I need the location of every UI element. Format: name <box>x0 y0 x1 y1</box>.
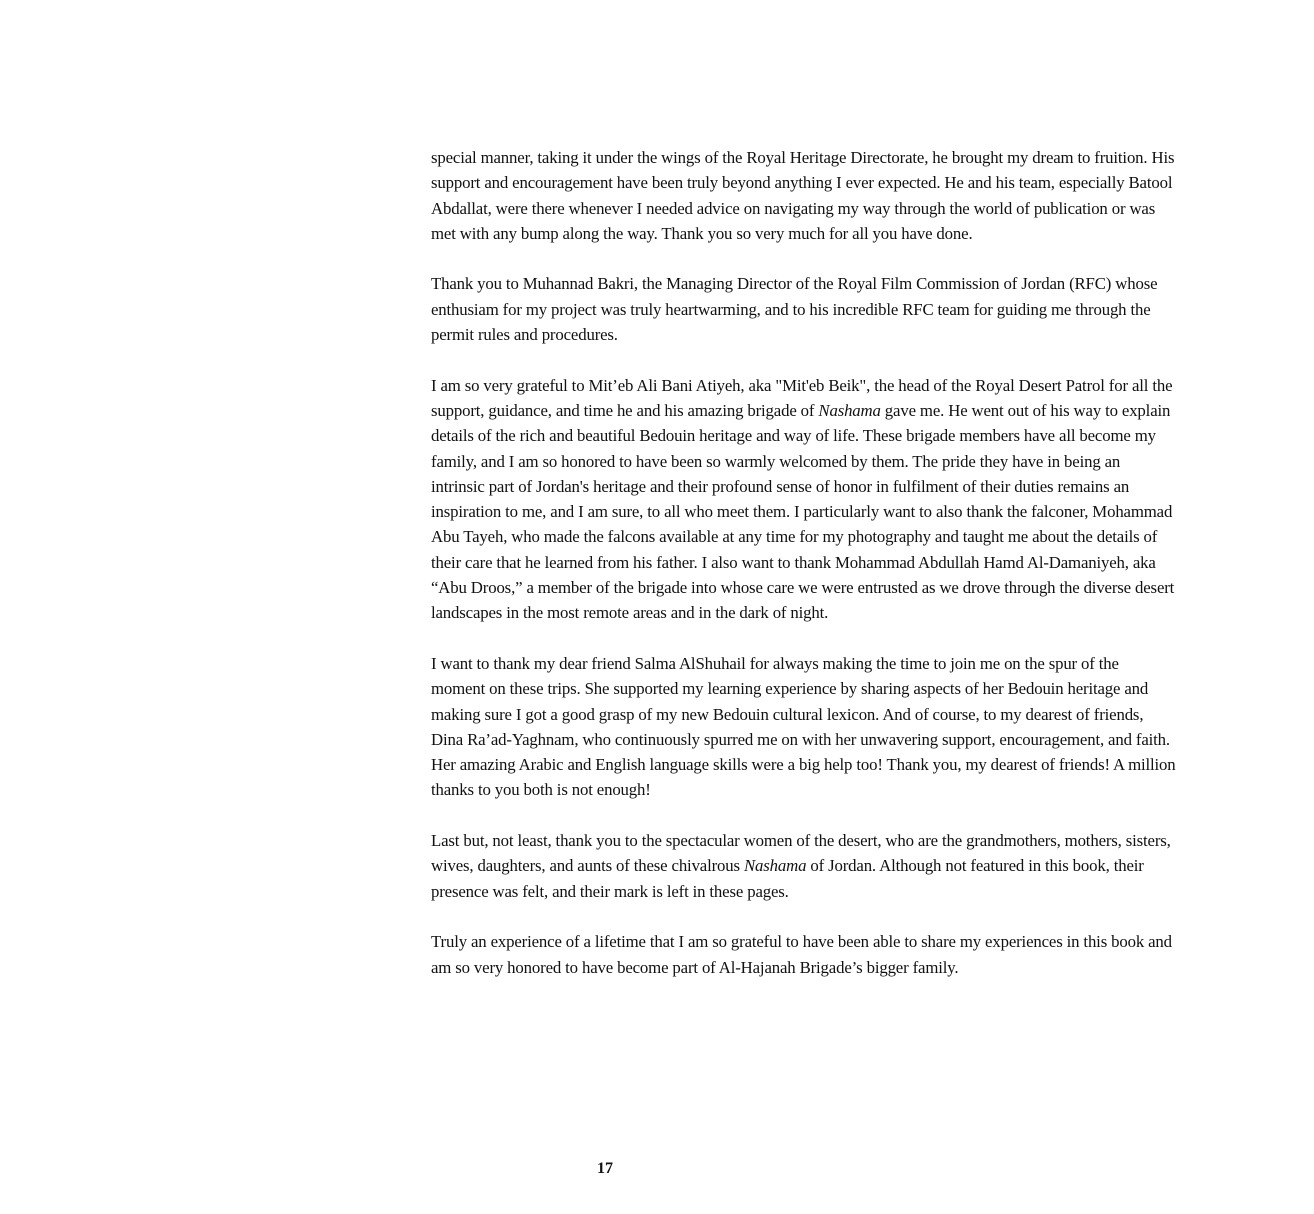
italic-term: Nashama <box>818 400 881 420</box>
paragraph <box>431 828 1176 904</box>
paragraph-text: special manner, taking it under the wings of the Royal Heritage Directorate, he brought my dream to fruition. His support and encouragement have been truly beyond anything I ever expected. He and his team, especially Batool Abdallat, were there whenever I needed advice on navigating my way through the world of publication or was met with any bump along the way. Thank you so very much for all you have done. <box>431 148 1175 243</box>
paragraph <box>431 145 1176 246</box>
paragraph <box>431 373 1176 626</box>
paragraph-text: I want to thank my dear friend Salma AlShuhail for always making the time to join me on the spur of the moment on these trips. She supported my learning experience by sharing aspects of her Bedouin heritage and making sure I got a good grasp of my new Bedouin cultural lexicon. And of course, to my dearest of friends, Dina Ra’ad-Yaghnam, who continuously spurred me on with her unwavering support, encouragement, and faith. Her amazing Arabic and English language skills were a big help too! Thank you, my dearest of friends! A million thanks to you both is not enough! <box>431 653 1176 800</box>
paragraph-text: I am so very grateful to Mit’eb Ali Bani Atiyeh, aka "Mit'eb Beik", the head of the Royal Desert Patrol for all the support, guidance, and time he and his amazing brigade of <box>431 375 1173 420</box>
paragraph-text: gave me. He went out of his way to explain details of the rich and beautiful Bedouin heritage and way of life. These brigade members have all become my family, and I am so honored to have been so warmly welcomed by them. The pride they have in being an intrinsic part of Jordan's heritage and their profound sense of honor in fulfilment of their duties remains an inspiration to me, and I am sure, to all who meet them. I particularly want to also thank the falconer, Mohammad Abu Tayeh, who made the falcons available at any time for my photography and taught me about the details of their care that he learned from his father. I also want to thank Mohammad Abdullah Hamd Al-Damaniyeh, aka “Abu Droos,” a member of the brigade into whose care we were entrusted as we drove through the diverse desert landscapes in the most remote areas and in the dark of night. <box>431 400 1175 623</box>
paragraph <box>431 651 1176 803</box>
paragraph <box>431 271 1176 347</box>
page-number: 17 <box>597 1160 613 1177</box>
body-text <box>431 145 1176 1005</box>
italic-term: Nashama <box>743 856 807 876</box>
paragraph-text: Thank you to Muhannad Bakri, the Managing Director of the Royal Film Commission of Jordan (RFC) whose enthusiam for my project was truly heartwarming, and to his incredible RFC team for guiding me through the permit rules and procedures. <box>431 274 1158 345</box>
paragraph <box>431 929 1176 980</box>
paragraph-text: of Jordan. Although not featured in this book, their presence was felt, and their mark is left in these pages. <box>431 856 1144 901</box>
paragraph-text: Truly an experience of a lifetime that I am so grateful to have been able to share my experiences in this book and am so very honored to have become part of Al-Hajanah Brigade’s bigger family. <box>431 932 1172 977</box>
paragraph-text: Last but, not least, thank you to the spectacular women of the desert, who are the grandmothers, mothers, sisters, wives, daughters, and aunts of these chivalrous <box>431 831 1171 876</box>
